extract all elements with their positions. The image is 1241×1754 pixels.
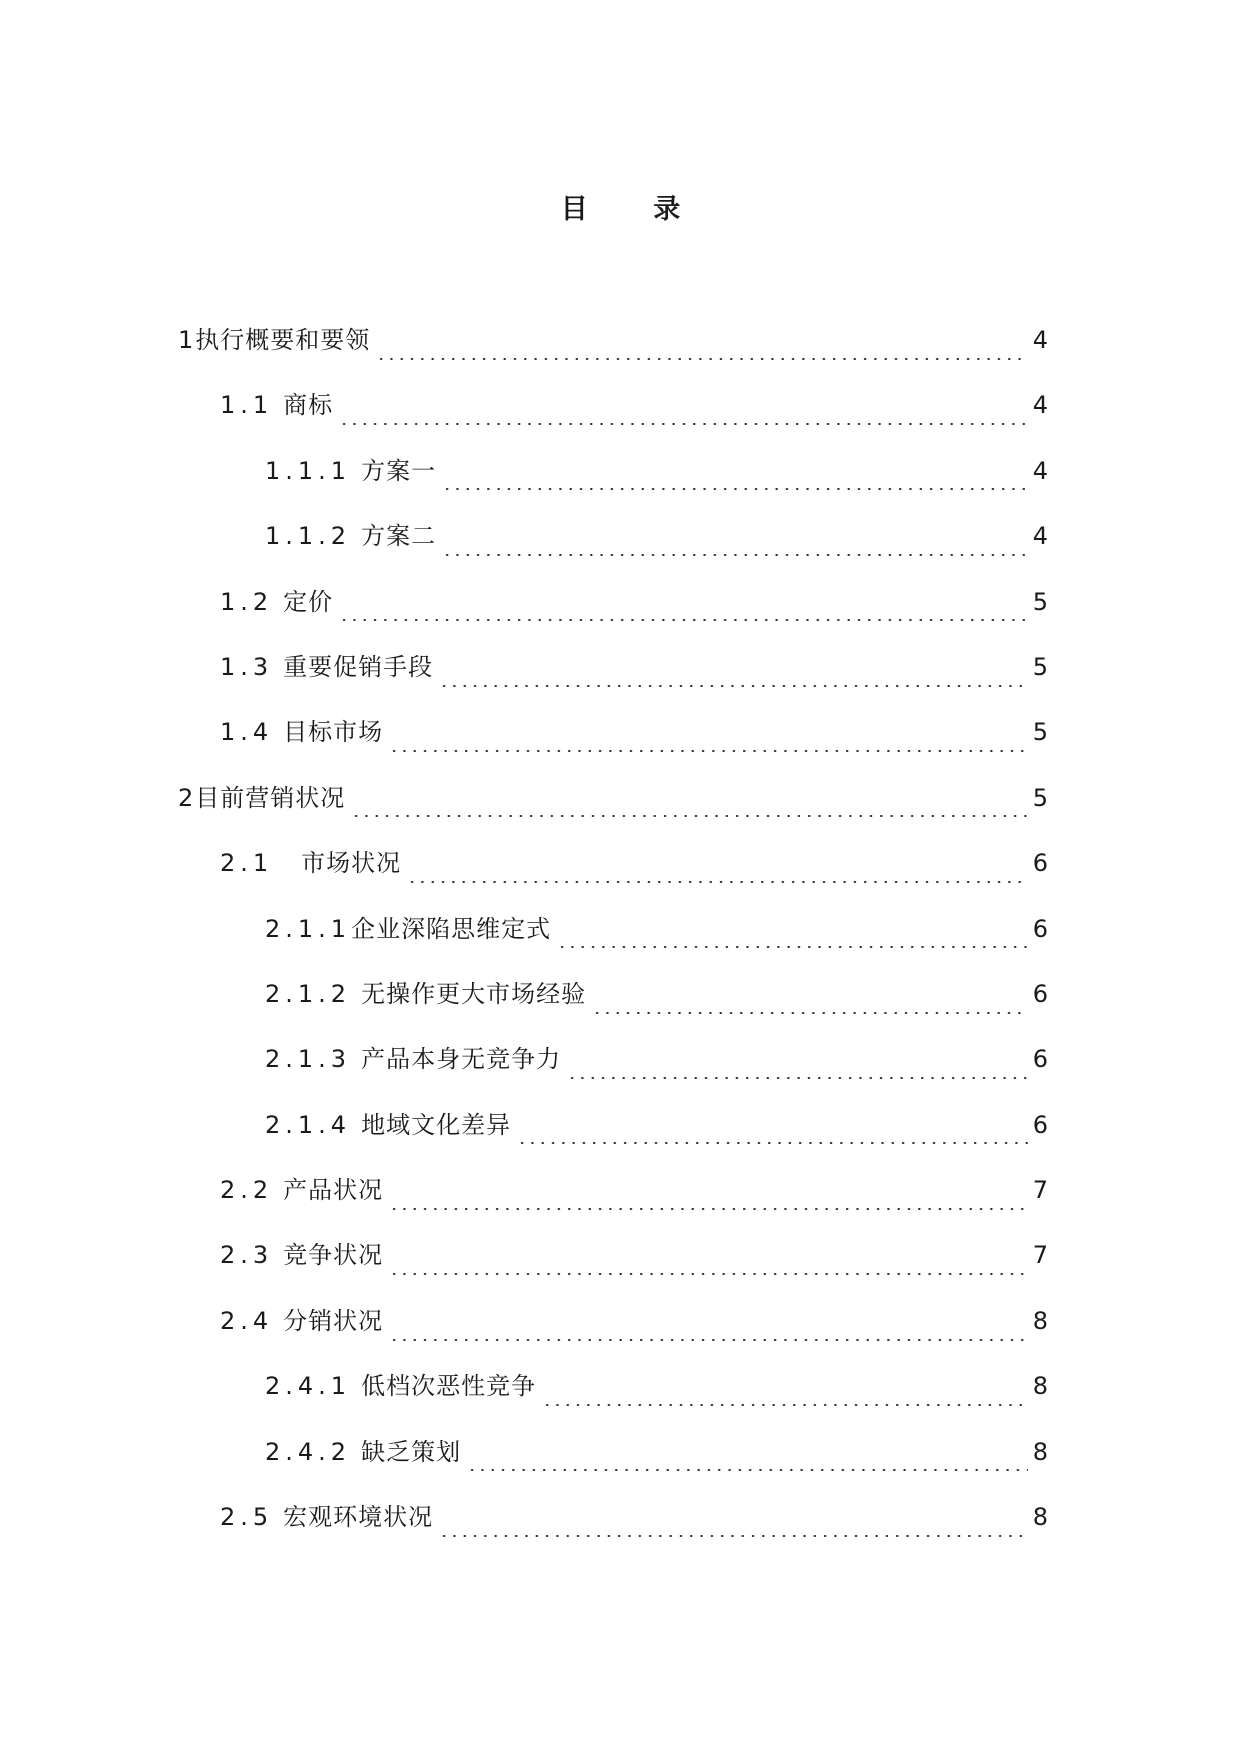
dot-leader: [376, 358, 1028, 360]
toc-entry[interactable]: [178, 1039, 1048, 1104]
dot-leader: [467, 1469, 1028, 1471]
toc-entry-page: 6: [1032, 1045, 1048, 1074]
dot-leader: [389, 1339, 1028, 1341]
toc-entry-page: 7: [1032, 1176, 1048, 1205]
toc-entry-page: 8: [1032, 1306, 1048, 1335]
toc-entry-number: 2.1.2: [265, 979, 352, 1008]
toc-entry-number: 1.3: [220, 652, 274, 681]
dot-leader: [567, 1077, 1028, 1079]
toc-entry-number: 2: [178, 783, 194, 812]
toc-entry[interactable]: [178, 1366, 1048, 1431]
toc-entry-page: 7: [1032, 1241, 1048, 1270]
toc-entry[interactable]: [178, 1105, 1048, 1170]
toc-entry[interactable]: [178, 320, 1048, 385]
toc-entry-page: 6: [1032, 979, 1048, 1008]
dot-leader: [517, 1142, 1028, 1144]
dot-leader: [389, 1273, 1028, 1275]
toc-entry-number: 1: [178, 326, 194, 354]
dot-leader: [389, 750, 1028, 752]
toc-entry[interactable]: [178, 1235, 1048, 1300]
toc-entry-title: 目前营销状况: [195, 783, 346, 812]
toc-entry-title: 无操作更大市场经验: [361, 979, 587, 1008]
toc-entry[interactable]: [178, 778, 1048, 843]
toc-entry-title: 分销状况: [283, 1306, 384, 1335]
toc-entry-title: 地域文化差异: [361, 1110, 512, 1139]
toc-entry-page: 8: [1032, 1437, 1048, 1466]
dot-leader: [439, 685, 1028, 687]
toc-entry[interactable]: [178, 712, 1048, 777]
dot-leader: [339, 619, 1028, 621]
toc-entry-title: 目标市场: [283, 718, 384, 747]
dot-leader: [351, 815, 1028, 817]
toc-entry-title: 缺乏策划: [361, 1437, 462, 1466]
dot-leader: [442, 554, 1028, 556]
toc-entry[interactable]: [178, 1301, 1048, 1366]
toc-entry-number: 1.4: [220, 718, 274, 747]
toc-entry-title: 竞争状况: [283, 1241, 384, 1270]
toc-entry-title: 宏观环境状况: [283, 1503, 434, 1532]
toc-entry-number: 1.1.1: [265, 456, 352, 485]
toc-entry-page: 6: [1032, 914, 1048, 943]
toc-entry[interactable]: [178, 843, 1048, 908]
toc-list: [178, 320, 1048, 1562]
toc-entry-page: 4: [1032, 456, 1048, 485]
toc-entry-title: 方案一: [361, 456, 437, 485]
toc-entry-page: 8: [1032, 1372, 1048, 1401]
toc-entry[interactable]: [178, 647, 1048, 712]
dot-leader: [442, 488, 1028, 490]
toc-entry-page: 8: [1032, 1503, 1048, 1532]
page-title: 目 录: [560, 194, 709, 225]
toc-entry-title: 产品本身无竞争力: [361, 1045, 562, 1074]
toc-entry-page: 4: [1032, 326, 1048, 354]
toc-entry-title: 重要促销手段: [283, 652, 434, 681]
toc-entry-title: 定价: [283, 587, 334, 616]
dot-leader: [389, 1208, 1028, 1210]
toc-entry-title: 商标: [283, 391, 334, 420]
toc-entry-page: 4: [1032, 391, 1048, 420]
toc-entry-page: 5: [1032, 718, 1048, 747]
toc-entry-page: 5: [1032, 587, 1048, 616]
dot-leader: [542, 1404, 1028, 1406]
dot-leader: [339, 423, 1028, 425]
toc-entry-title: 产品状况: [283, 1176, 384, 1205]
toc-entry-page: 6: [1032, 1110, 1048, 1139]
toc-entry-number: 2.4.1: [265, 1372, 352, 1401]
toc-entry[interactable]: [178, 582, 1048, 647]
toc-entry-title: 市场状况: [301, 849, 402, 878]
toc-entry-number: 2.1.1: [265, 914, 352, 943]
toc-entry-number: 2.1: [220, 849, 274, 878]
toc-entry-number: 2.4.2: [265, 1437, 352, 1466]
dot-leader: [407, 881, 1028, 883]
toc-entry-title: 企业深陷思维定式: [351, 914, 552, 943]
dot-leader: [592, 1012, 1028, 1014]
toc-entry-number: 2.2: [220, 1176, 274, 1205]
toc-entry[interactable]: [178, 1170, 1048, 1235]
toc-entry-number: 2.5: [220, 1503, 274, 1532]
toc-entry-number: 2.1.3: [265, 1045, 352, 1074]
dot-leader: [557, 946, 1028, 948]
toc-entry-number: 1.1.2: [265, 522, 352, 551]
toc-entry[interactable]: [178, 909, 1048, 974]
toc-entry-title: 执行概要和要领: [195, 326, 371, 354]
toc-entry-page: 5: [1032, 652, 1048, 681]
toc-entry-title: 方案二: [361, 522, 437, 551]
toc-entry[interactable]: [178, 1497, 1048, 1562]
toc-entry[interactable]: [178, 516, 1048, 581]
toc-entry-title: 低档次恶性竞争: [361, 1372, 537, 1401]
toc-entry[interactable]: [178, 974, 1048, 1039]
toc-entry-number: 2.4: [220, 1306, 274, 1335]
dot-leader: [439, 1535, 1028, 1537]
toc-entry-number: 2.3: [220, 1241, 274, 1270]
toc-entry-page: 6: [1032, 849, 1048, 878]
toc-entry-number: 1.2: [220, 587, 274, 616]
toc-entry-page: 5: [1032, 783, 1048, 812]
toc-entry[interactable]: [178, 1432, 1048, 1497]
toc-entry-number: 1.1: [220, 391, 274, 420]
toc-entry-number: 2.1.4: [265, 1110, 352, 1139]
toc-entry[interactable]: [178, 385, 1048, 450]
toc-entry-page: 4: [1032, 522, 1048, 551]
toc-entry[interactable]: [178, 451, 1048, 516]
